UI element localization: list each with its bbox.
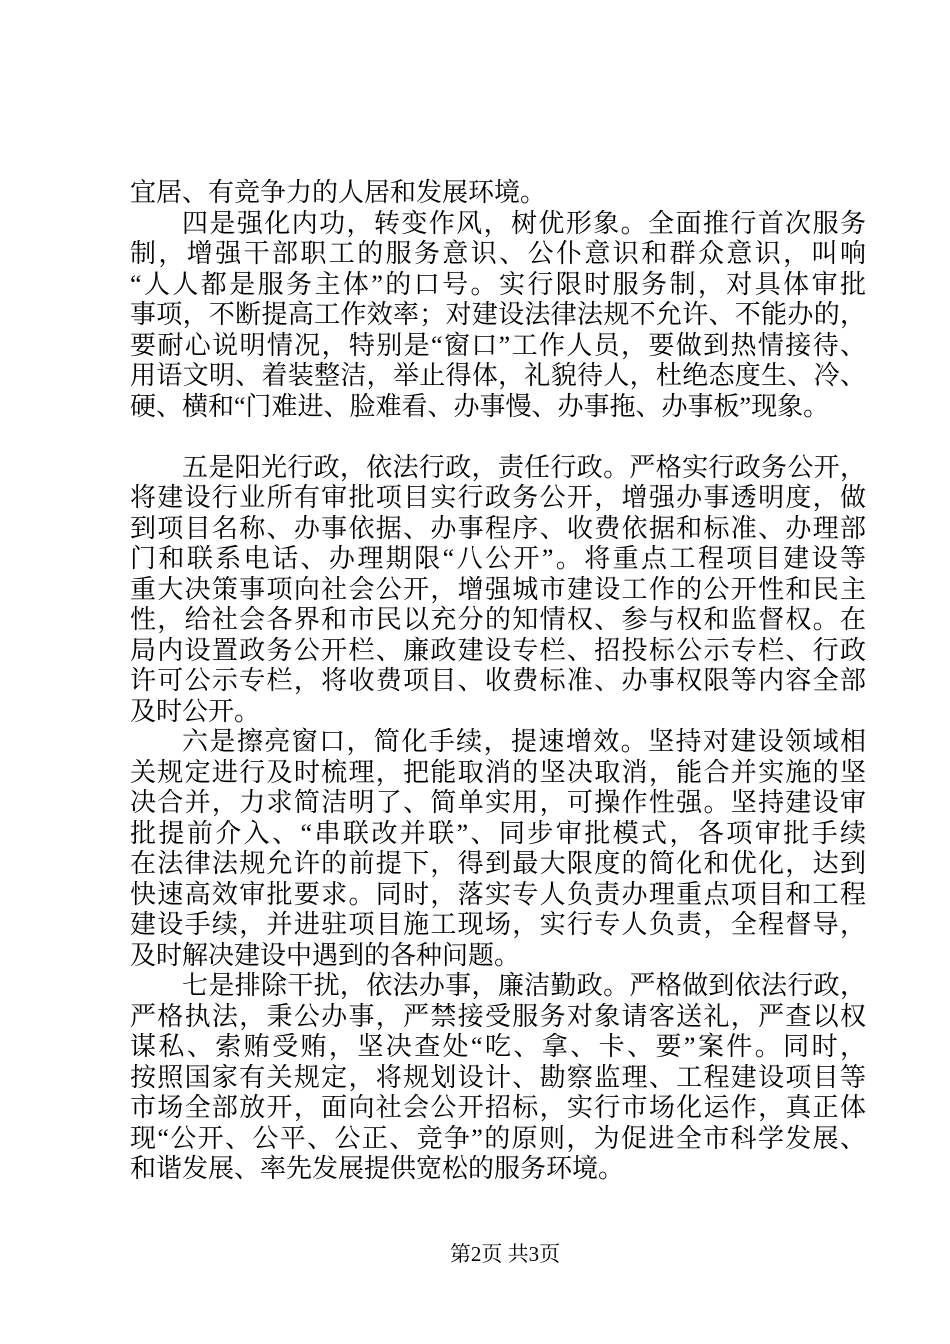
text-line: 硬、横和“门难进、脸难看、办事慢、办事拖、办事板”现象。 [130,391,830,421]
text-line: 市场全部放开，面向社会公开招标，实行市场化运作，真正体 [130,1093,866,1122]
text-line: 按照国家有关规定，将规划设计、勘察监理、工程建设项目等 [130,1062,866,1092]
text-line: 四是强化内功，转变作风，树优形象。全面推行首次服务 [182,208,866,238]
text-line: 七是排除干扰，依法办事，廉洁勤政。严格做到依法行政， [182,971,866,1000]
text-line: 五是阳光行政，依法行政，责任行政。严格实行政务公开， [182,452,866,482]
text-line: 性，给社会各界和市民以充分的知情权、参与权和监督权。在 [130,605,866,634]
text-line: 重大决策事项向社会公开，增强城市建设工作的公开性和民主 [130,574,866,604]
text-line: 在法律法规允许的前提下，得到最大限度的简化和优化，达到 [130,849,866,878]
text-line: 谋私、索贿受贿，坚决查处“吃、拿、卡、要”案件。同时， [130,1032,866,1061]
text-line: 批提前介入、“串联改并联”、同步审批模式，各项审批手续 [130,818,866,848]
text-line: 要耐心说明情况，特别是“窗口”工作人员，要做到热情接待、 [130,330,866,360]
text-line: 现“公开、公平、公正、竞争”的原则，为促进全市科学发展、 [130,1123,866,1153]
text-line: 门和联系电话、办理期限“八公开”。将重点工程项目建设等 [130,544,866,573]
text-line: 将建设行业所有审批项目实行政务公开，增强办事透明度，做 [130,483,866,512]
text-line: 事项，不断提高工作效率；对建设法律法规不允许、不能办的， [130,300,866,329]
blank-line [130,422,866,453]
text-line: 关规定进行及时梳理，把能取消的坚决取消，能合并实施的坚 [130,757,866,787]
text-line: 宜居、有竞争力的人居和发展环境。 [130,178,547,207]
text-line: 及时解决建设中遇到的各种问题。 [130,940,521,970]
text-line: 及时公开。 [130,696,261,726]
page-footer [0,1243,950,1265]
text-line: 局内设置政务公开栏、廉政建设专栏、招投标公示专栏、行政 [130,635,866,665]
text-line: 到项目名称、办事依据、办事程序、收费依据和标准、办理部 [130,513,866,543]
text-line: 快速高效审批要求。同时，落实专人负责办理重点项目和工程 [130,879,866,909]
text-line: 许可公示专栏，将收费项目、收费标准、办事权限等内容全部 [130,666,866,695]
text-line: 建设手续，并进驻项目施工现场，实行专人负责，全程督导， [130,910,866,939]
text-line: “人人都是服务主体”的口号。实行限时服务制，对具体审批 [130,269,866,299]
text-line: 严格执法，秉公办事，严禁接受服务对象请客送礼，严查以权 [130,1001,866,1031]
text-line: 六是擦亮窗口，简化手续，提速增效。坚持对建设领域相 [182,727,866,756]
document-body [130,178,866,1185]
text-line: 制，增强干部职工的服务意识、公仆意识和群众意识，叫响 [130,239,866,268]
text-line: 决合并，力求简洁明了、简单实用，可操作性强。坚持建设审 [130,788,866,817]
page-number-label: 第2页 共3页 [449,1242,561,1266]
text-line: 和谐发展、率先发展提供宽松的服务环境。 [130,1154,625,1183]
text-line: 用语文明、着装整洁，举止得体，礼貌待人，杜绝态度生、冷、 [130,361,866,390]
